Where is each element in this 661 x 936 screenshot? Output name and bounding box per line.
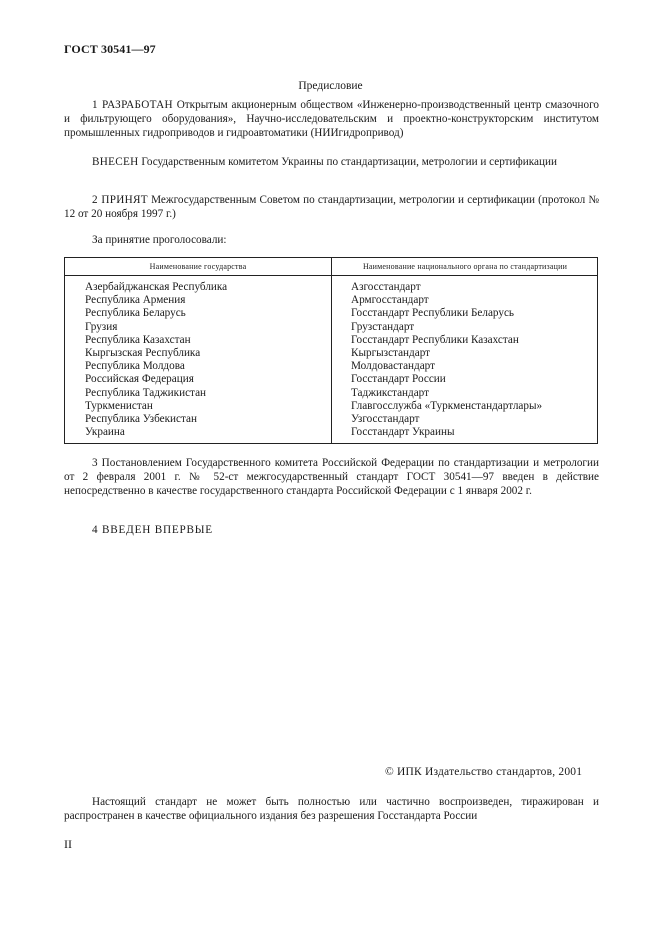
standards-body-item: Госстандарт Республики Беларусь [351,307,515,320]
state-item: Туркменистан [85,399,153,412]
paragraph-decree: 3 Постановлением Государственного комитета Российской Федерации по стандартизации и метрологии от 2 февраля 2001 г. № 52-ст межгосударственный стандарт ГОСТ 30541—97 введен в действие непосредственно в качестве государственного стандарта Российской Федерации с 1 января 2002 г. [64,457,599,497]
page-title: Предисловие [298,80,363,92]
page-number: II [64,837,72,851]
reproduction-notice: Настоящий стандарт не может быть полностью или частично воспроизведен, тиражирован и распространен в качестве официального издания без разрешения Госстандарта России [64,796,599,822]
standards-body-item: Госстандарт Республики Казахстан [351,333,519,346]
standard-id: ГОСТ 30541—97 [64,42,156,56]
standards-body-item: Молдовастандарт [351,360,436,373]
state-item: Республика Казахстан [85,333,191,346]
standards-body-item: Армгосстандарт [351,294,429,307]
standards-body-item: Таджикстандарт [351,386,430,399]
vote-table-header-state: Наименование государства [149,262,247,271]
state-item: Республика Армения [85,294,186,307]
paragraph-adopted-text: Межгосударственным Советом по стандартизации, метрологии и сертификации (протокол № 12 от 20 ноября 1997 г.) [64,194,599,220]
paragraph-adopted-lead: 2 ПРИНЯТ [92,194,148,206]
vote-table [64,257,598,444]
vote-table-divider [331,258,332,443]
state-item: Грузия [85,320,118,333]
standards-body-item: Госстандарт России [351,373,446,386]
copyright-notice: © ИПК Издательство стандартов, 2001 [385,766,583,778]
state-item: Кыргызская Республика [85,346,201,359]
state-item: Украина [85,426,125,439]
standards-body-item: Госстандарт Украины [351,426,455,439]
state-list [85,281,227,439]
paragraph-developed-lead: 1 РАЗРАБОТАН [92,99,173,111]
state-item: Российская Федерация [85,373,194,386]
vote-table-header-body: Наименование национального органа по стандартизации [362,262,568,271]
voted-intro: За принятие проголосовали: [92,234,227,246]
standards-body-item: Грузстандарт [351,320,415,333]
paragraph-first-time: 4 ВВЕДЕН ВПЕРВЫЕ [92,524,213,536]
standards-body-item: Кыргызстандарт [351,346,431,359]
paragraph-adopted [64,193,599,221]
paragraph-introduced [64,155,599,169]
paragraph-introduced-text: Государственным комитетом Украины по стандартизации, метрологии и сертификации [138,156,557,168]
state-item: Республика Узбекистан [85,412,197,425]
state-item: Республика Молдова [85,360,185,373]
state-item: Азербайджанская Республика [85,281,228,293]
paragraph-developed [64,98,599,140]
standards-body-list [351,281,542,439]
paragraph-developed-text: Открытым акционерным обществом «Инженерно-производственный центр смазочного и фильтрующего оборудования», Научно-исследовательским и проектно-конструкторским институтом промышленных гидроприводов и гидроавтоматики (НИИгидропривод) [64,99,599,139]
state-item: Республика Таджикистан [85,386,207,399]
state-item: Республика Беларусь [85,307,186,320]
paragraph-introduced-lead: ВНЕСЕН [92,156,139,168]
standards-body-item: Азгосстандарт [351,281,421,293]
standards-body-item: Главгосслужба «Туркменстандартлары» [351,399,543,412]
standards-body-item: Узгосстандарт [351,412,420,425]
